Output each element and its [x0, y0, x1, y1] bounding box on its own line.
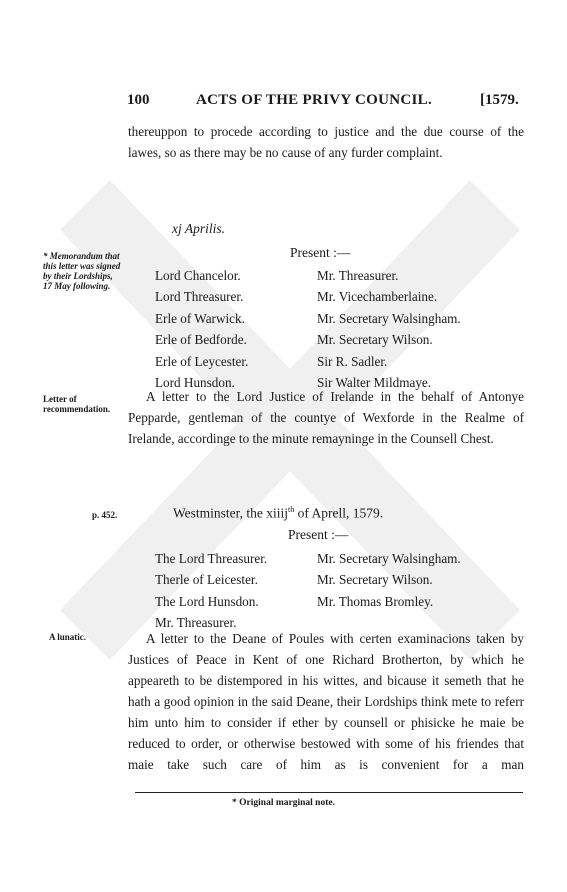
attendee: Erle of Bedforde. [155, 332, 247, 348]
footnote-rule [135, 792, 523, 793]
section1-present-label: Present :— [290, 245, 351, 260]
attendee: Lord Hunsdon. [155, 375, 235, 391]
attendee: Erle of Leycester. [155, 353, 249, 369]
section1-right-attendees [317, 265, 461, 393]
heading-text: Westminster, the xiiij [173, 505, 288, 521]
lunatic-paragraph: A letter to the Deane of Poules with certen examinacions taken by Justices of Peace in Kent of one Richard Brotherton, by which he appeareth to be distempored in his wittes, and bicause it semeth that he hath a good opinion in the said Deane, their Lordships think mete to referr him unto him to consider if ether by counsell or phisicke he maie be reduced to order, or otherwise bestowed with some of his friendes that maie take such care of him as is convenient for a man [128, 631, 524, 772]
attendee: Lord Chancelor. [155, 268, 241, 283]
attendee: Mr. Vicechamberlaine. [317, 289, 438, 305]
attendee: Mr. Secretary Wilson. [317, 332, 433, 348]
attendee: Mr. Secretary Walsingham. [317, 551, 461, 566]
attendee: Mr. Threasurer. [317, 268, 399, 283]
attendee: Therle of Leicester. [155, 572, 258, 588]
attendee: Erle of Warwick. [155, 310, 245, 326]
footnote: * Original marginal note. [232, 798, 335, 808]
heading-superscript: th [287, 505, 295, 514]
section2-right-attendees [317, 548, 461, 612]
attendee: The Lord Threasurer. [155, 551, 268, 566]
opening-paragraph: thereuppon to procede according to justice and the due course of the lawes, so as there may be no cause of any furder complaint. [128, 124, 524, 160]
page-reference: p. 452. [92, 510, 118, 520]
attendee: Mr. Secretary Wilson. [317, 572, 433, 588]
attendee: Mr. Thomas Bromley. [317, 593, 434, 609]
section2-heading [173, 505, 383, 522]
page-number: 100 [127, 92, 150, 108]
attendee: Sir R. Sadler. [317, 353, 388, 369]
attendee: The Lord Hunsdon. [155, 593, 259, 609]
attendee: Sir Walter Mildmaye. [317, 375, 432, 391]
section1-left-attendees [155, 265, 248, 393]
section2-left-attendees [155, 548, 267, 634]
header-year: [1579. [480, 92, 519, 108]
attendee: Mr. Secretary Walsingham. [317, 310, 461, 326]
letter-paragraph: A letter to the Lord Justice of Irelande in the behalf of Antonye Pepparde, gentleman of the countye of Wexforde in the Realme of Irelande, accordinge to the minute remayninge in the Counsell Chest. [128, 389, 524, 446]
letter-recommendation-note: Letter of recommendation. [43, 394, 111, 414]
attendee: Lord Threasurer. [155, 289, 244, 305]
section2-present-label: Present :— [288, 527, 349, 542]
heading-text-rest: of Aprell, 1579. [294, 505, 384, 521]
lunatic-note: A lunatic. [49, 632, 87, 642]
attendee: Mr. Threasurer. [155, 615, 237, 631]
running-title: ACTS OF THE PRIVY COUNCIL. [196, 92, 433, 108]
memorandum-note: * Memorandum that this letter was signed by their Lordships, 17 May following. [43, 251, 121, 291]
section1-date: xj Aprilis. [172, 221, 226, 236]
